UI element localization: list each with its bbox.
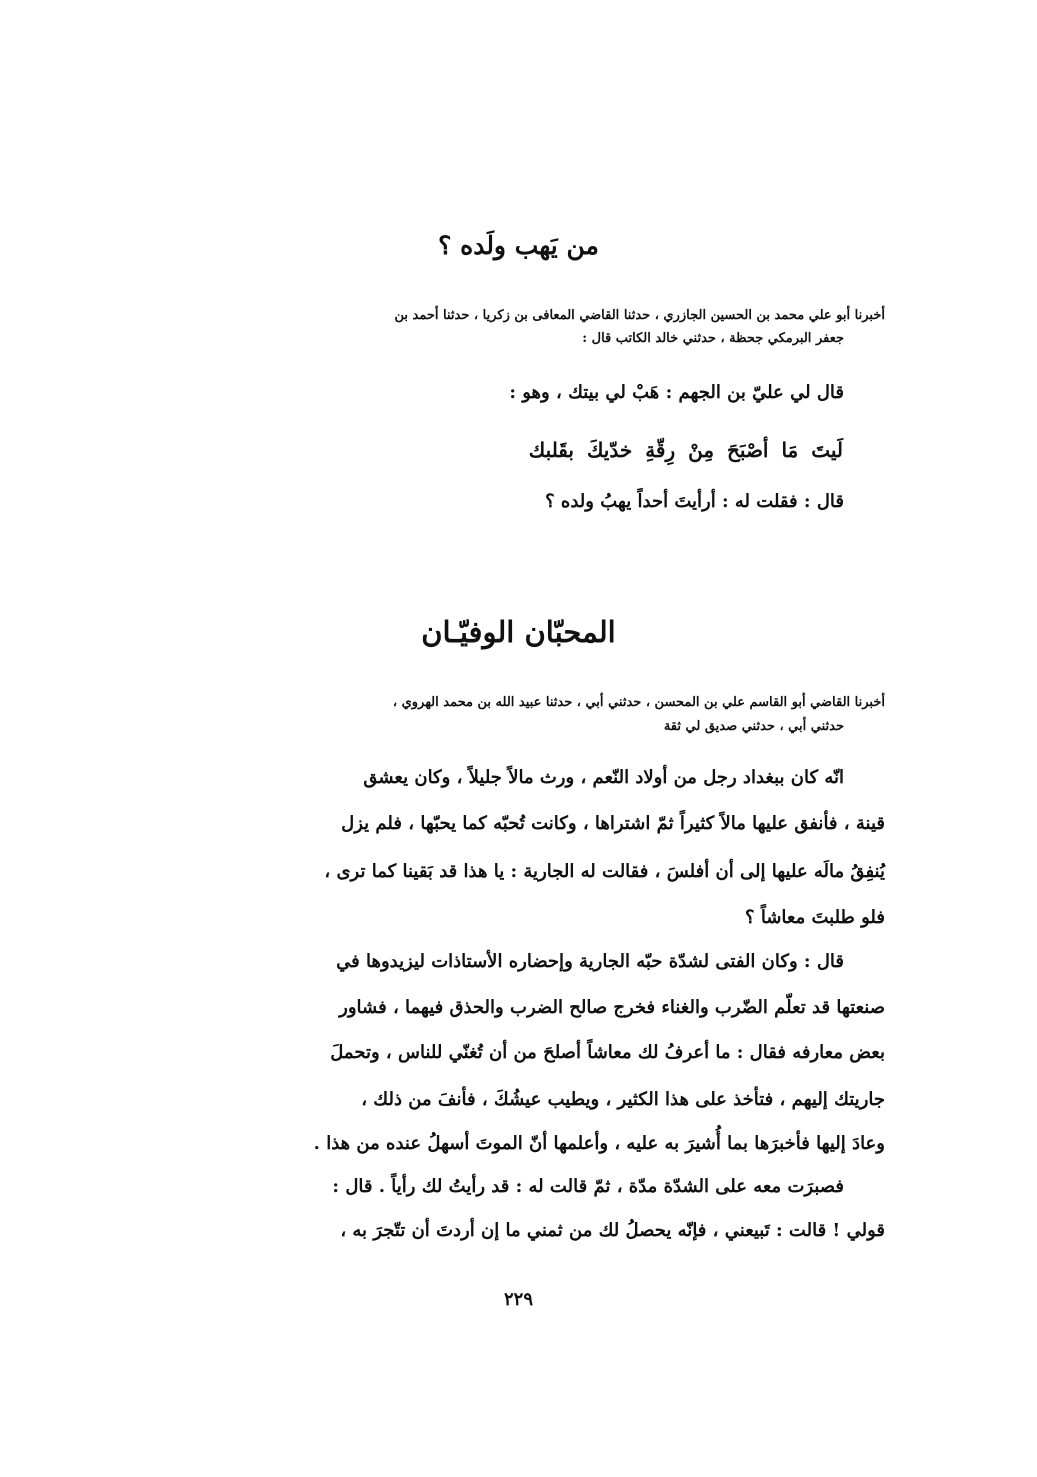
paragraph-line: يُنفِقُ مالَه عليها إلى أن أفلسَ ، فقالت له الجارية : يا هذا قد بَقينا كما ترى ، xyxy=(324,861,885,882)
isnad-line: حدثني أبي ، حدثني صديق لي ثقة xyxy=(663,719,844,734)
paragraph-line: جاريتك إليهم ، فتأخذ على هذا الكثير ، ويطيب عيشُكَ ، فأنفَ من ذلك ، xyxy=(361,1089,885,1110)
paragraph-line: فلو طلبتَ معاشاً ؟ xyxy=(745,907,885,928)
isnad-line: جعفر البرمكي جحظة ، حدثني خالد الكاتب قال : xyxy=(582,331,844,346)
poem-verse: لَيتَ مَا أصْبَحَ مِنْ رِقّةِ خدّيكَ بقَلبك xyxy=(528,438,843,462)
page-number: ٢٢٩ xyxy=(503,1289,533,1310)
paragraph-line: صنعتها قد تعلّم الضّرب والغناء فخرج صالح الضرب والحذق فيهما ، فشاور xyxy=(339,997,885,1018)
section-title-2: المحبّان الوفيّـان xyxy=(421,615,616,649)
text-line: قال : فقلت له : أرأيتَ أحداً يهبُ ولده ؟ xyxy=(545,491,844,512)
paragraph-line: بعض معارفه فقال : ما أعرفُ لك معاشاً أصلحَ من أن تُغنّي للناس ، وتحملَ xyxy=(330,1042,885,1063)
paragraph-line: فصبرَت معه على الشدّة مدّة ، ثمّ قالت له : قد رأيتُ لك رأياً . قال : xyxy=(332,1176,844,1197)
paragraph-line: قال : وكان الفتى لشدّة حبّه الجارية وإحضاره الأستاذات ليزيدوها في xyxy=(336,951,844,972)
paragraph-line: انّه كان ببغداد رجل من أولاد النّعم ، ورث مالاً جليلاً ، وكان يعشق xyxy=(363,767,844,788)
section-title-1: من يَهب ولَده ؟ xyxy=(438,231,599,260)
paragraph-line: وعادَ إليها فأخبرَها بما أُشيرَ به عليه ، وأعلمها أنّ الموتَ أسهلُ عنده من هذا . xyxy=(313,1133,885,1154)
paragraph-line: قينة ، فأنفق عليها مالاً كثيراً ثمّ اشتراها ، وكانت تُحبّه كما يحبّها ، فلم يزل xyxy=(341,813,885,834)
text-line: قال لي عليّ بن الجهم : هَبْ لي بيتك ، وهو : xyxy=(509,382,844,403)
isnad-line: أخبرنا أبو علي محمد بن الحسين الجازري ، حدثنا القاضي المعافى بن زكريا ، حدثنا أحمد بن xyxy=(394,308,885,323)
isnad-line: أخبرنا القاضي أبو القاسم علي بن المحسن ، حدثني أبي ، حدثنا عبيد الله بن محمد الهروي ، xyxy=(392,695,885,710)
paragraph-line: قولي ! قالت : تَبيعني ، فإنّه يحصلُ لك من ثمني ما إن أردتَ أن تتّجرَ به ، xyxy=(340,1220,885,1241)
